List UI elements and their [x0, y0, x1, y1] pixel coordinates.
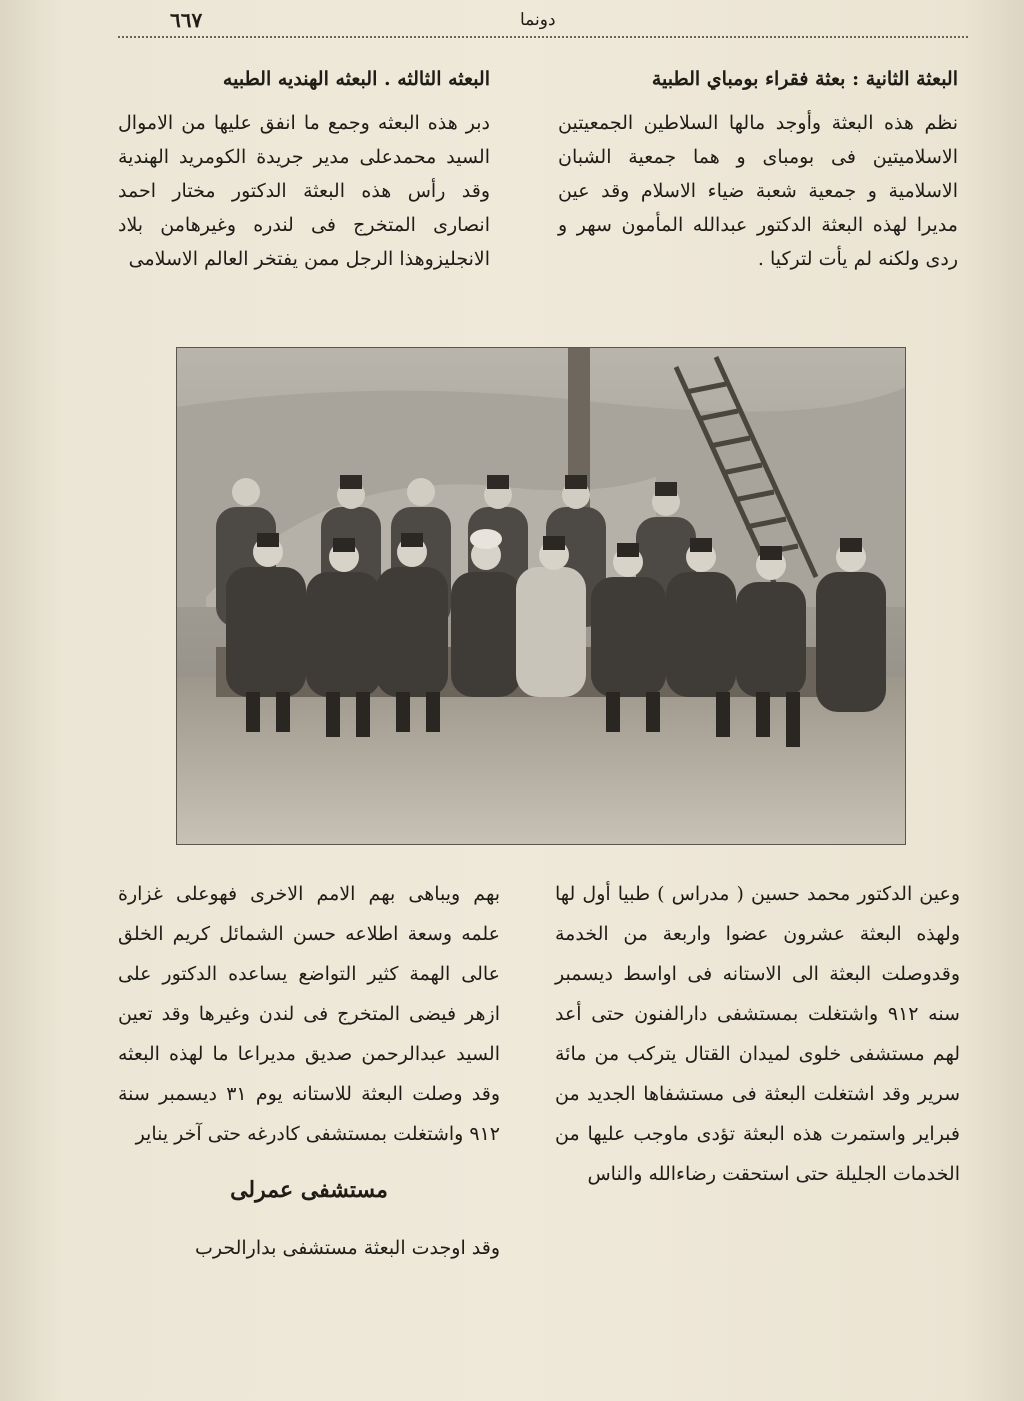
- page-number: ٦٦٧: [170, 8, 203, 32]
- paragraph-third-mission: دبر هذه البعثه وجمع ما انفق عليها من الاموال السيد محمدعلى مدير جريدة الكومريد الهندية وقد رأس هذه البعثة الدكتور مختار احمد انصارى المتخرج فى لندره وغيرهامن بلاد الانجليزوهذا الرجل ممن يفتخر العالم الاسلامى: [118, 112, 490, 270]
- paragraph-mission-leader: بهم ويباهى بهم الامم الاخرى فهوعلى غزارة علمه وسعة اطلاعه حسن الشمائل كريم الخلق عالى الهمة كثير التواضع يساعده الدكتور على ازهر فيضى المتخرج فى لندن وغيرها وقد تعين السيد عبدالرحمن صديق مديراعا ما لهذه البعثه وقد وصلت البعثة للاستانه يوم ٣١ ديسمبر سنة ٩١٢ واشتغلت بمستشفى كادرغه حتى آخر يناير: [118, 883, 500, 1145]
- column-top-left: [118, 62, 490, 276]
- group-photograph: [176, 347, 906, 845]
- page-header: [0, 6, 1024, 36]
- section-heading-third-mission: البعثه الثالثه . البعثه الهنديه الطبيه: [222, 68, 490, 90]
- subheading-omarli-hospital: مستشفى عمرلى: [230, 1177, 388, 1203]
- column-bottom-left: [118, 874, 500, 1268]
- column-top-right: [558, 62, 958, 276]
- paragraph-hospital: وقد اوجدت البعثة مستشفى بدارالحرب: [194, 1237, 500, 1259]
- section-heading-second-mission: البعثة الثانية : بعثة فقراء بومباي الطبية: [651, 68, 958, 90]
- header-rule: [118, 36, 968, 38]
- group-photograph-image: [176, 347, 906, 845]
- paragraph-second-mission: نظم هذه البعثة وأوجد مالها السلاطين الجمعيتين الاسلاميتين فى بومباى و هما جمعية الشبان الاسلامية و جمعية شعبة ضياء الاسلام وقد عين مديرا لهذه البعثة الدكتور عبدالله المأمون سهر و ردى ولكنه لم يأت لتركيا .: [558, 112, 958, 270]
- paragraph-mission-staff: وعين الدكتور محمد حسين ( مدراس ) طبيا أول لها ولهذه البعثة عشرون عضوا واربعة من الخدمة وقدوصلت البعثة الى الاستانه فى اواسط ديسمبر سنه ٩١٢ واشتغلت بمستشفى دارالفنون حتى أعد لهم مستشفى خلوى لميدان القتال يتركب من مائة سرير وقد اشتغلت البعثة فى مستشفاها الجديد من فبراير واستمرت هذه البعثة تؤدى ماوجب عليها من الخدمات الجليلة حتى استحقت رضاءالله والناس: [555, 883, 960, 1185]
- column-bottom-right: [555, 874, 960, 1194]
- running-title: دونما: [520, 10, 556, 30]
